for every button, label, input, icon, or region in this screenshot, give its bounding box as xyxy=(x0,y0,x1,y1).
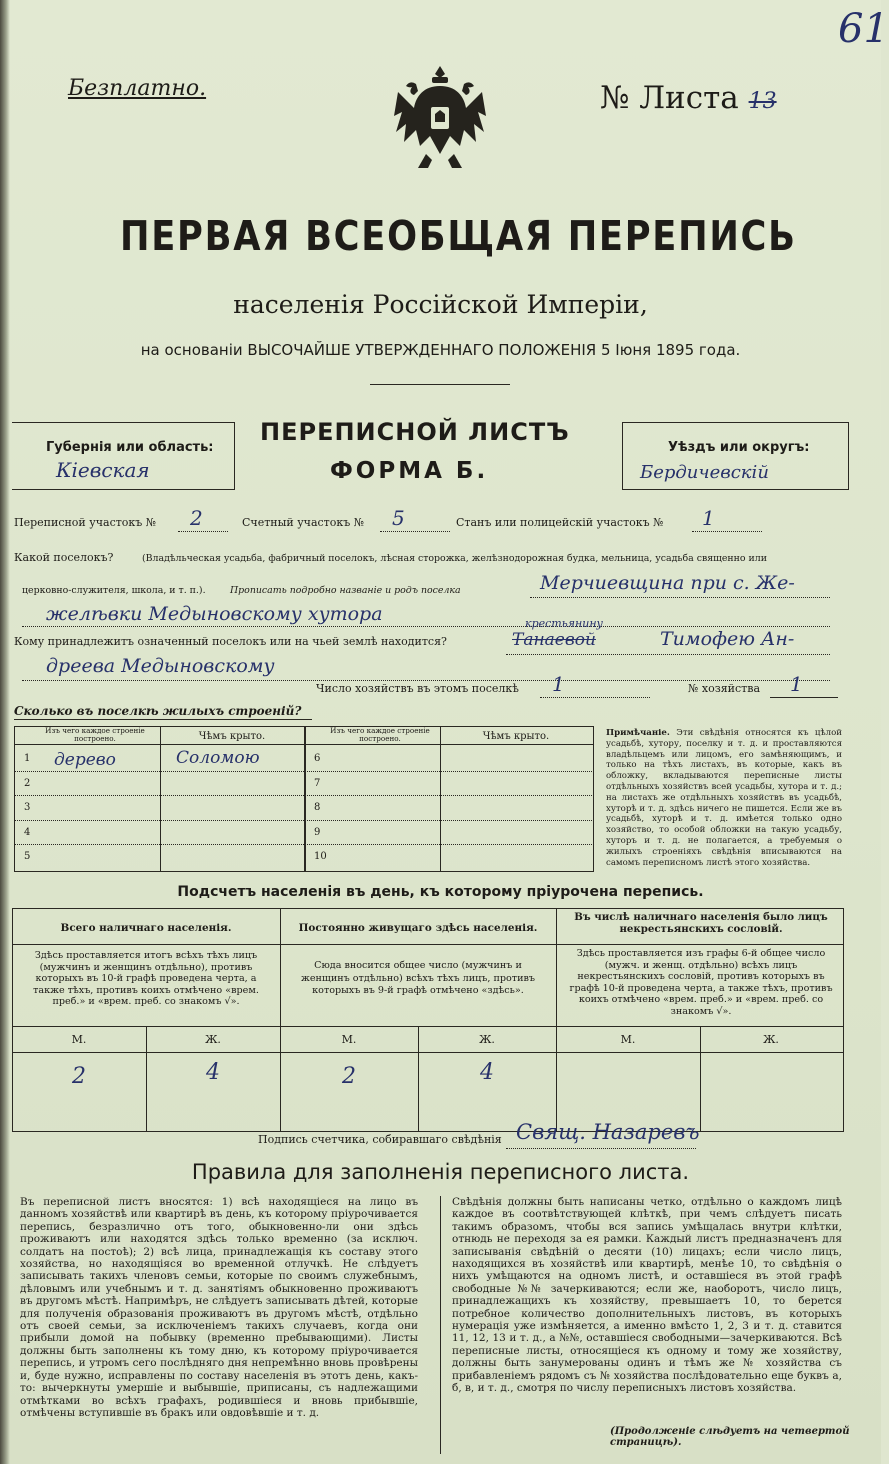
census-section-line xyxy=(178,531,228,532)
buildings-row-number: 2 xyxy=(24,777,31,789)
census-section-value: 2 xyxy=(190,506,203,530)
station-value: 1 xyxy=(702,506,715,530)
double-headed-eagle-emblem xyxy=(386,62,494,174)
population-title: Подсчетъ населенія въ день, къ которому пріурочена перепись. xyxy=(177,884,704,900)
count-section-value: 5 xyxy=(392,506,405,530)
buildings-row-number: 6 xyxy=(314,753,321,764)
buildings-row-line xyxy=(14,844,304,845)
household-no-line xyxy=(770,697,838,698)
settlement-value-1: Мерчиевщина при с. Же- xyxy=(540,572,795,594)
buildings-row-number: 9 xyxy=(314,826,321,838)
rules-title: Правила для заполненія переписного листа. xyxy=(191,1160,690,1184)
pop-col2-m-value: 2 xyxy=(342,1064,356,1089)
population-table xyxy=(12,908,844,1132)
pop-col1-f-header: Ж. xyxy=(205,1033,221,1046)
population-col2-title: Постоянно живущаго здѣсь населенія. xyxy=(298,922,538,934)
owner-line-1 xyxy=(506,654,830,655)
rules-left-column: Въ переписной листъ вносятся: 1) всѣ находящіеся на лицо въ данномъ хозяйствѣ или квартирѣ въ день, къ которому пріурочивается перепись, безразлично отъ того, обыкновенно-ли они здѣсь проживаютъ или находятся здѣсь только временно (за исключ. солдатъ на постоѣ); 2) всѣ лица, принадлежащія къ составу этого хозяйства, но находящіяся во временной отлучкѣ. Не слѣдуетъ записывать такихъ членовъ семьи, которые по своимъ служебнымъ, дѣловымъ или учебнымъ и т. д. занятіямъ обыкновенно проживаютъ въ другомъ мѣстѣ. Напримѣръ, не слѣдуетъ записывать дѣтей, которые для полученія образованія проживаютъ въ другомъ мѣстѣ, отдѣльно отъ своей семьи, за исключеніемъ такихъ случаевъ, когда они прибыли домой на побывку (временно пребывающими). Листы должны быть заполнены къ тому дню, къ которому пріурочивается перепись, и утромъ сего послѣдняго дня непремѣнно вновь провѣрены и, буде нужно, исправлены по составу населенія въ этотъ день, какъ-то: вычеркнуты умершіе и выбывшіе, приписаны, съ надлежащими отмѣтками во всѣхъ графахъ, родившіеся и вновь прибывшіе, отмѣчены вступившіе въ бракъ или овдовѣвшіе и т. д. xyxy=(20,1196,418,1419)
buildings-col-roof-2: Чѣмъ крыто. xyxy=(482,731,550,742)
settlement-hint-2: церковно-служителя, школа, и т. п.). xyxy=(22,585,206,596)
buildings-row-line xyxy=(304,820,594,821)
settlement-instruction: Прописать подробно названіе и родъ поселка xyxy=(230,585,461,596)
population-col3-desc: Здѣсь проставляется изъ графы 6-й общее число (мужч. и женщ. отдѣльно) всѣхъ лицъ некрестьянскихъ сословій, противъ которыхъ въ графѣ 10-й проведена черта, а также тѣхъ, противъ коихъ отмѣчено «врем. преб.» и «врем. преб. со знакомъ √». xyxy=(569,948,833,1017)
buildings-row-line xyxy=(14,771,304,772)
population-title-line-left xyxy=(12,944,556,945)
census-section-label: Переписной участокъ № xyxy=(14,516,157,529)
census-title: ПЕРВАЯ ВСЕОБЩАЯ ПЕРЕПИСЬ xyxy=(120,212,797,260)
sheet-title: ПЕРЕПИСНОЙ ЛИСТЪ xyxy=(260,418,570,446)
buildings-row-number: 8 xyxy=(314,802,321,813)
buildings-col-line-2 xyxy=(440,726,441,872)
province-value: Кіевская xyxy=(56,458,150,482)
buildings-row-material: дерево xyxy=(54,750,116,770)
buildings-row-number: 4 xyxy=(24,826,31,838)
buildings-row-number: 7 xyxy=(314,777,321,789)
station-line xyxy=(692,531,762,532)
population-col2-desc: Сюда вносится общее число (мужчинъ и женщинъ отдѣльно) всѣхъ тѣхъ лицъ, противъ которыхъ въ 9-й графѣ отмѣчено «здѣсь». xyxy=(301,960,535,996)
buildings-table-divider xyxy=(304,726,306,872)
settlement-label: Какой поселокъ? xyxy=(14,551,114,564)
buildings-col-line-1 xyxy=(160,726,161,872)
households-label: Число хозяйствъ въ этомъ поселкѣ xyxy=(316,682,519,695)
owner-label: Кому принадлежитъ означенный поселокъ или на чьей землѣ находится? xyxy=(14,635,447,648)
pop-col1-m-value: 2 xyxy=(72,1064,86,1089)
pop-col1-m-header: М. xyxy=(71,1033,87,1046)
settlement-value-2: желѣвки Медыновскому хутора xyxy=(46,603,383,625)
district-label: Уѣздъ или округъ: xyxy=(668,440,810,455)
buildings-label-underline xyxy=(14,719,312,720)
settlement-hint: (Владѣльческая усадьба, фабричный поселокъ, лѣсная сторожка, желѣзнодорожная будка, мельница, усадьба священно или xyxy=(142,553,767,564)
pop-col2-f-value: 4 xyxy=(480,1060,494,1085)
station-label: Станъ или полицейскій участокъ № xyxy=(456,516,664,529)
owner-value-2: дреева Медыновскому xyxy=(46,655,275,677)
count-section-line xyxy=(380,531,450,532)
buildings-col-material-2: Изъ чего каждое строеніе построено. xyxy=(330,726,430,743)
rules-right-column: Свѣдѣнія должны быть написаны четко, отдѣльно о каждомъ лицѣ каждое въ соотвѣтствующей клѣткѣ, при чемъ слѣдуетъ писать такимъ образомъ, чтобы вся запись умѣщалась внутри клѣтки, отнюдь не переходя за ея рамки. Каждый листъ предназначенъ для записыванія свѣдѣній о десяти (10) лицахъ; если число лицъ, находящихся въ хозяйствѣ или квартирѣ, менѣе 10, то свѣдѣнія о нихъ умѣщаются на одномъ листѣ, и оставшіеся въ этой графѣ свободные №№ зачеркиваются; если же, наоборотъ, число лицъ, принадлежащихъ къ хозяйству, превышаетъ 10, то берется потребное количество дополнительныхъ листовъ, въ которыхъ нумерація уже измѣняется, а именно вмѣсто 1, 2, 3 и т. д. ставится 11, 12, 13 и т. д., а №№, оставшіеся свободными—зачеркиваются. Всѣ переписные листы, относящіеся къ одному и тому же хозяйству, должны быть занумерованы одинъ и тѣмъ же № хозяйства съ прибавленіемъ рядомъ съ № хозяйства послѣдовательно еще буквъ а, б, в, и т. д., смотря по числу переписныхъ листовъ хозяйства. xyxy=(452,1196,842,1395)
buildings-row-line xyxy=(304,844,594,845)
sheet-number-value: 13 xyxy=(748,89,777,114)
buildings-label: Сколько въ поселкѣ жилыхъ строеній? xyxy=(14,704,302,718)
owner-value-struck: Танаевой xyxy=(512,630,596,650)
households-value: 1 xyxy=(552,672,565,696)
buildings-row-number: 10 xyxy=(314,851,327,862)
population-desc-line xyxy=(12,1026,844,1027)
buildings-row-line xyxy=(14,795,304,796)
district-value: Бердичевскій xyxy=(640,462,769,483)
buildings-row-line xyxy=(14,820,304,821)
population-mf-line xyxy=(12,1052,844,1053)
note-text: Эти свѣдѣнія относятся къ цѣлой усадьбѣ, хутору, поселку и т. д. и проставляются владѣльцемъ или лицомъ, его замѣняющимъ, и только на тѣхъ листахъ, въ которые, какъ въ обложку, вкладываются переписные листы отдѣльныхъ хозяйствъ всей усадьбы, хутора и т. д.; на листахъ же отдѣльныхъ хозяйствъ въ усадьбѣ, хуторѣ и т. д. здѣсь ничего не пишется. Если же въ усадьбѣ, хуторѣ и т. д. имѣется только одно хозяйство, то особой обложки на такую усадьбу, хуторъ и т. д. не полагается, а требуемыя о жилыхъ строеніяхъ свѣдѣнія вписываются на самомъ переписномъ листѣ этого хозяйства. xyxy=(606,728,843,868)
census-subtitle: населенія Россійской Имперіи, xyxy=(233,290,648,319)
population-col1-desc: Здѣсь проставляется итогъ всѣхъ тѣхъ лицъ (мужчинъ и женщинъ отдѣльно), противъ которыхъ въ 10-й графѣ проведена черта, а также тѣхъ, противъ коихъ отмѣчено «врем. преб.» и «врем. преб. со знакомъ √». xyxy=(33,950,259,1008)
buildings-row-roof: Соломою xyxy=(176,748,260,768)
population-col1-title: Всего наличнаго населенія. xyxy=(60,922,232,934)
signature-label: Подпись счетчика, собиравшаго свѣдѣнія xyxy=(258,1133,502,1146)
buildings-row-number: 3 xyxy=(24,802,31,813)
buildings-col-roof: Чѣмъ крыто. xyxy=(198,731,266,742)
pop-col2-f-header: Ж. xyxy=(479,1033,495,1046)
free-label: Безплатно. xyxy=(68,76,207,101)
page-number: 61 xyxy=(838,6,889,52)
buildings-row-line xyxy=(304,795,594,796)
buildings-row-number: 1 xyxy=(24,753,31,764)
population-col3-title: Въ числѣ наличнаго населенія было лицъ некрестьянскихъ сословій. xyxy=(574,911,828,935)
buildings-col-material: Изъ чего каждое строеніе построено. xyxy=(45,726,145,743)
buildings-row-line xyxy=(304,771,594,772)
household-no-label: № хозяйства xyxy=(688,682,760,695)
note-block xyxy=(606,728,842,868)
pop-col1-f-value: 4 xyxy=(206,1060,220,1085)
household-no-value: 1 xyxy=(790,672,803,696)
population-col-line-1 xyxy=(280,908,281,1132)
census-basis: на основаніи ВЫСОЧАЙШЕ УТВЕРЖДЕННАГО ПОЛОЖЕНІЯ 5 Іюня 1895 года. xyxy=(140,341,741,359)
households-line xyxy=(540,697,650,698)
settlement-line-2 xyxy=(22,626,830,627)
count-section-label: Счетный участокъ № xyxy=(242,516,365,529)
sheet-number-label: № Листа 13 xyxy=(600,80,777,116)
buildings-header-line xyxy=(14,744,594,745)
rules-continued: (Продолженіе слѣдуетъ на четвертой страницѣ). xyxy=(610,1426,850,1448)
form-label: ФОРМА Б. xyxy=(330,458,489,484)
province-label: Губернія или область: xyxy=(46,440,214,455)
settlement-line-1 xyxy=(530,597,830,598)
pop-col3-m-header: М. xyxy=(620,1033,636,1046)
pop-col3-f-header: Ж. xyxy=(763,1033,779,1046)
population-col-line-2 xyxy=(556,908,557,1132)
signature-value: Свящ. Назаревъ xyxy=(516,1120,700,1144)
rules-divider xyxy=(440,1196,441,1454)
page-edge-shadow xyxy=(0,0,10,1464)
signature-line xyxy=(506,1148,696,1149)
population-title-line-right xyxy=(556,944,844,945)
note-title: Примѣчаніе. xyxy=(606,728,670,738)
owner-value-top: крестьянину xyxy=(525,617,603,630)
title-rule xyxy=(370,384,510,385)
owner-line-2 xyxy=(22,680,830,681)
buildings-row-number: 5 xyxy=(24,851,31,862)
owner-value-1: Тимофею Ан- xyxy=(660,628,795,650)
pop-col2-m-header: М. xyxy=(341,1033,357,1046)
